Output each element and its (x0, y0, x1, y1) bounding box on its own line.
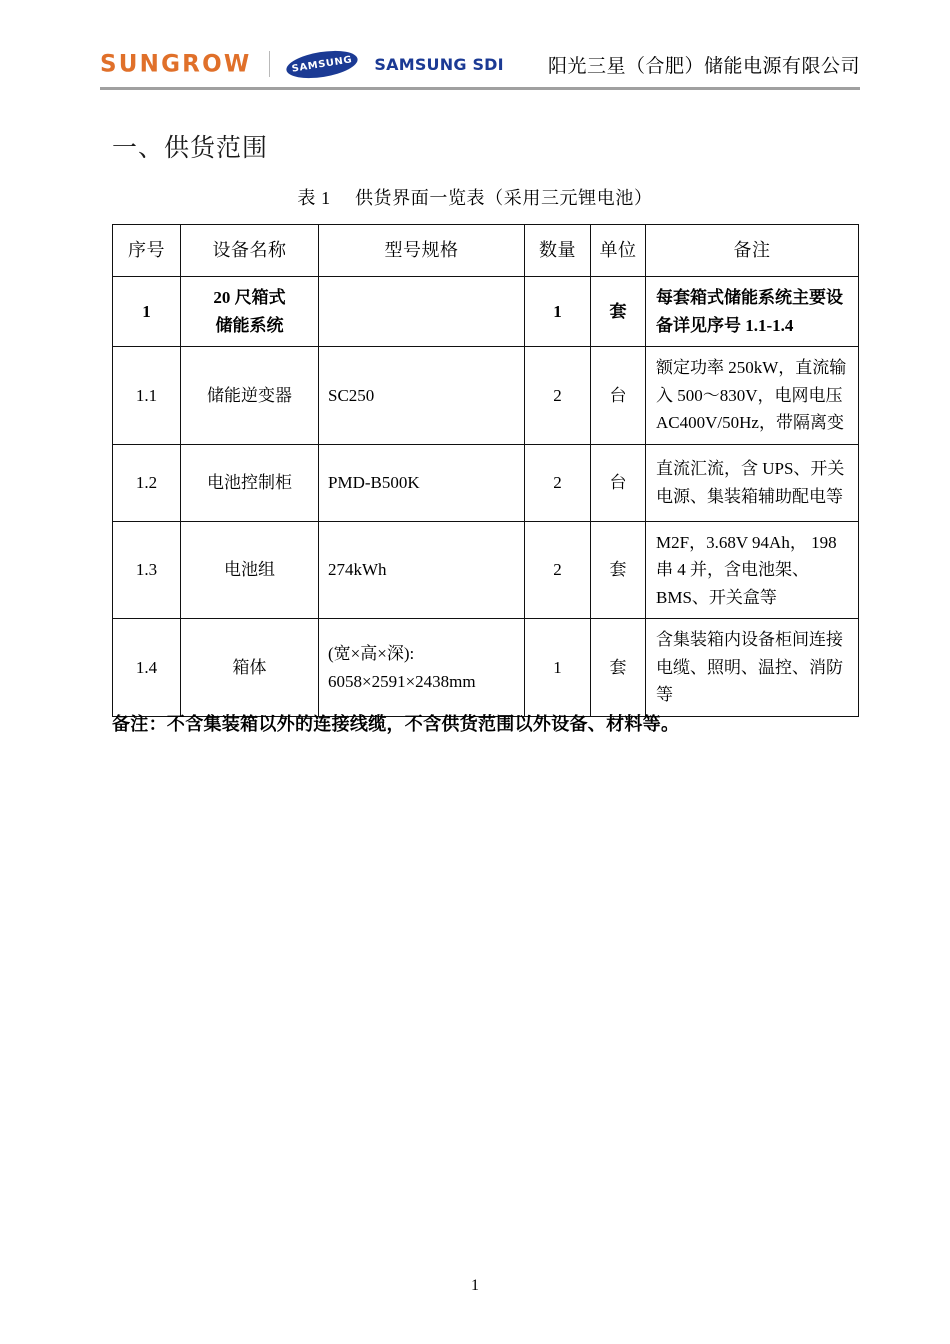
cell-qty (525, 347, 591, 445)
cell-no (113, 521, 181, 619)
column-header-unit (591, 225, 646, 277)
table-caption-title: 供货界面一览表（采用三元锂电池） (354, 188, 653, 208)
cell-model (319, 277, 525, 347)
supply-scope-table (112, 224, 859, 717)
cell-model-value (319, 305, 524, 319)
cell-model-value: PMD-B500K (328, 473, 420, 493)
company-name: 阳光三星（合肥）储能电源有限公司 (547, 54, 860, 77)
supply-scope-table-container (112, 224, 858, 717)
table-caption-label: 表 1 (297, 188, 331, 208)
column-header-name-label: 设备名称 (212, 240, 287, 260)
cell-unit-value: 套 (609, 560, 627, 580)
cell-qty-value: 2 (553, 473, 562, 493)
cell-remark-value: 含集装箱内设备柜间连接电缆、照明、温控、消防等 (656, 630, 843, 705)
cell-name (181, 444, 319, 521)
cell-qty (525, 619, 591, 717)
cell-no-value: 1.1 (135, 385, 158, 405)
cell-name-line1: 20 尺箱式 (213, 288, 286, 308)
cell-name (181, 521, 319, 619)
column-header-no (113, 225, 181, 277)
column-header-unit-label: 单位 (599, 240, 637, 260)
table-caption (0, 184, 950, 210)
cell-qty-value: 2 (553, 385, 562, 405)
cell-remark (646, 347, 859, 445)
cell-unit-value: 套 (609, 301, 627, 321)
cell-name-line2: 储能系统 (215, 315, 284, 335)
cell-name-value (181, 278, 318, 345)
cell-no (113, 347, 181, 445)
cell-unit-value: 套 (609, 657, 627, 677)
column-header-qty (525, 225, 591, 277)
table-row (113, 521, 859, 619)
cell-unit (591, 521, 646, 619)
samsung-logo-icon (285, 46, 360, 82)
cell-unit (591, 277, 646, 347)
column-header-no-label: 序号 (128, 240, 165, 260)
column-header-qty-label: 数量 (539, 240, 576, 260)
cell-no-value: 1 (142, 301, 151, 321)
cell-no-value: 1.2 (135, 473, 158, 493)
table-header-row (113, 225, 859, 277)
cell-qty (525, 444, 591, 521)
section-heading: 一、供货范围 (112, 133, 269, 162)
cell-model-line1: (宽×高×深): (328, 644, 415, 664)
cell-no (113, 619, 181, 717)
cell-no-value: 1.4 (135, 657, 158, 677)
cell-model (319, 444, 525, 521)
table-row (113, 277, 859, 347)
cell-model (319, 619, 525, 717)
header-divider (100, 87, 860, 90)
cell-name-value: 电池控制柜 (207, 473, 292, 493)
column-header-model (319, 225, 525, 277)
cell-model (319, 347, 525, 445)
cell-remark (646, 444, 859, 521)
cell-qty-value: 2 (553, 560, 562, 580)
table-footnote: 备注：不含集装箱以外的连接线缆，不含供货范围以外设备、材料等。 (112, 714, 680, 734)
page-number: 1 (471, 1277, 479, 1294)
cell-no-value: 1.3 (135, 560, 158, 580)
cell-qty-value: 1 (553, 301, 562, 321)
cell-remark-value: M2F，3.68V 94Ah， 198 串 4 并，含电池架、BMS、开关盒等 (656, 532, 837, 607)
cell-model-value: SC250 (328, 385, 375, 405)
table-row (113, 619, 859, 717)
cell-qty (525, 521, 591, 619)
cell-remark (646, 619, 859, 717)
cell-unit (591, 619, 646, 717)
samsung-sdi-logo-text: SAMSUNG SDI (374, 54, 504, 74)
cell-unit (591, 347, 646, 445)
cell-remark-value: 额定功率 250kW，直流输入 500～830V，电网电压 AC400V/50Hz，带隔离变 (656, 358, 847, 433)
cell-name (181, 277, 319, 347)
cell-name (181, 619, 319, 717)
cell-unit-value: 台 (609, 473, 627, 493)
logo-divider (269, 51, 270, 77)
cell-name (181, 347, 319, 445)
cell-remark (646, 521, 859, 619)
cell-remark (646, 277, 859, 347)
sungrow-logo: SUNGROW (100, 49, 252, 77)
cell-no (113, 277, 181, 347)
cell-remark-value: 每套箱式储能系统主要设备详见序号 1.1-1.4 (656, 288, 843, 335)
cell-unit-value: 台 (609, 385, 627, 405)
cell-name-value: 箱体 (232, 657, 267, 677)
cell-model (319, 521, 525, 619)
cell-qty-value: 1 (553, 657, 562, 677)
cell-no (113, 444, 181, 521)
samsung-logo-text: SAMSUNG (291, 53, 354, 75)
cell-model-line2: 6058×2591×2438mm (328, 671, 476, 691)
cell-model-value: 274kWh (328, 560, 387, 580)
column-header-remark-label: 备注 (733, 240, 771, 260)
column-header-model-label: 型号规格 (384, 240, 459, 260)
column-header-name (181, 225, 319, 277)
column-header-remark (646, 225, 859, 277)
cell-qty (525, 277, 591, 347)
cell-model-value (319, 633, 524, 702)
table-row (113, 444, 859, 521)
table-row (113, 347, 859, 445)
cell-name-value: 储能逆变器 (207, 385, 292, 405)
cell-remark-value: 直流汇流，含 UPS、开关电源、集装箱辅助配电等 (656, 459, 845, 506)
page-header (100, 44, 860, 90)
cell-name-value: 电池组 (224, 560, 275, 580)
cell-unit (591, 444, 646, 521)
